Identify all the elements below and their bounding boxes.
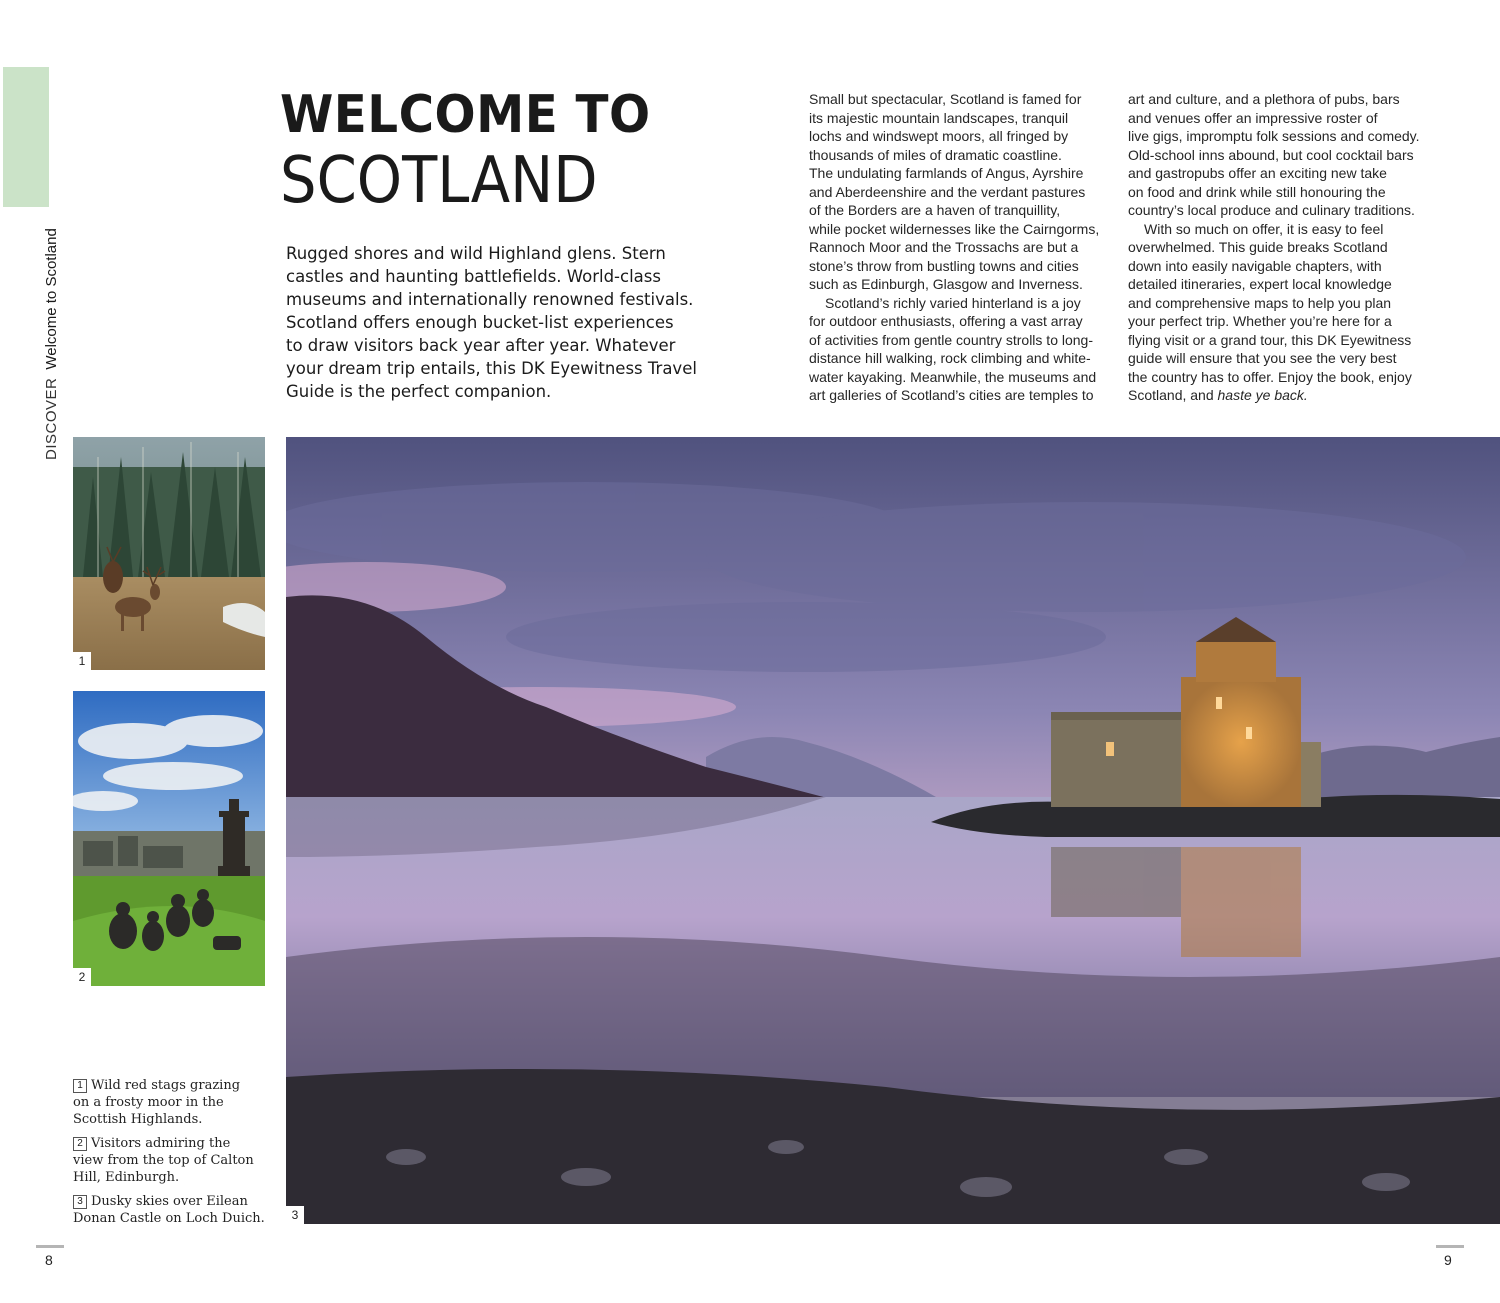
section-tab	[3, 67, 49, 207]
caption-line: Hill, Edinburgh.	[73, 1170, 180, 1185]
page-title-line1: WELCOME TO	[280, 85, 651, 145]
body-line: for outdoor enthusiasts, offering a vast array	[809, 313, 1083, 329]
body-line: such as Edinburgh, Glasgow and Inverness.	[809, 276, 1083, 292]
intro-line: castles and haunting battlefields. World-class	[286, 267, 661, 286]
body-column-1	[809, 90, 1109, 405]
closing-phrase: haste ye back.	[1217, 387, 1308, 403]
body-line: Old-school inns abound, but cool cocktail bars	[1128, 146, 1414, 163]
intro-line: Scotland offers enough bucket-list experiences	[286, 313, 674, 332]
caption-number: 2	[73, 1137, 87, 1151]
body-line: down into easily navigable chapters, with	[1128, 257, 1382, 274]
intro-line: Rugged shores and wild Highland glens. Stern	[286, 244, 666, 263]
body-line	[1128, 386, 1428, 405]
page-number-right: 9	[1444, 1252, 1452, 1268]
body-line: and venues offer an impressive roster of	[1128, 109, 1378, 126]
body-line: water kayaking. Meanwhile, the museums and	[809, 368, 1097, 385]
section-label: DISCOVER	[43, 377, 60, 460]
body-line: With so much on offer, it is easy to feel	[1144, 220, 1384, 237]
page-number-left: 8	[45, 1252, 53, 1268]
caption-number: 3	[73, 1195, 87, 1209]
intro-line: to draw visitors back year after year. Whatever	[286, 336, 676, 355]
caption-3	[73, 1193, 273, 1227]
body-line: and gastropubs offer an exciting new take	[1128, 165, 1387, 181]
photo-number: 3	[286, 1206, 304, 1224]
caption-1	[73, 1077, 273, 1128]
body-line: of the Borders are a haven of tranquillity,	[809, 202, 1061, 218]
stags-illustration	[73, 437, 265, 670]
body-line: art galleries of Scotland’s cities are temples to	[809, 387, 1094, 403]
page-title-line2: SCOTLAND	[280, 144, 598, 218]
caption-line: Visitors admiring the	[91, 1136, 231, 1151]
body-line: and Aberdeenshire and the verdant pastures	[809, 183, 1086, 200]
caption-number: 1	[73, 1079, 87, 1093]
body-line: Scotland’s richly varied hinterland is a joy	[825, 294, 1081, 311]
body-line: stone’s throw from bustling towns and cities	[809, 257, 1079, 274]
caption-line: view from the top of Calton	[73, 1153, 254, 1168]
folio-rule-left	[36, 1245, 64, 1248]
body-line: country’s local produce and culinary traditions.	[1128, 202, 1415, 218]
body-line: and comprehensive maps to help you plan	[1128, 294, 1392, 311]
photo-red-stags	[73, 437, 265, 670]
body-line: overwhelmed. This guide breaks Scotland	[1128, 239, 1388, 255]
body-line: lochs and windswept moors, all fringed by	[809, 128, 1069, 144]
running-header	[43, 228, 60, 460]
intro-paragraph	[286, 242, 706, 403]
body-line: its majestic mountain landscapes, tranquil	[809, 109, 1069, 126]
body-line: The undulating farmlands of Angus, Ayrshire	[809, 165, 1084, 181]
body-column-2	[1128, 90, 1428, 405]
body-line: art and culture, and a plethora of pubs, bars	[1128, 91, 1400, 107]
caption-2	[73, 1135, 273, 1186]
chapter-title: Welcome to Scotland	[43, 228, 60, 370]
caption-line: on a frosty moor in the	[73, 1095, 224, 1110]
body-line: detailed itineraries, expert local knowledge	[1128, 276, 1392, 292]
body-line: Small but spectacular, Scotland is famed for	[809, 91, 1082, 107]
body-text: Scotland, and	[1128, 387, 1218, 403]
photo-number: 2	[73, 968, 91, 986]
photo-eilean-donan	[286, 437, 1500, 1224]
body-line: on food and drink while still honouring the	[1128, 183, 1386, 200]
photo-calton-hill	[73, 691, 265, 986]
folio-rule-right	[1436, 1245, 1464, 1248]
caption-line: Donan Castle on Loch Duich.	[73, 1211, 265, 1226]
body-line: flying visit or a grand tour, this DK Eyewitness	[1128, 331, 1412, 348]
body-line: the country has to offer. Enjoy the book, enjoy	[1128, 368, 1412, 385]
photo-captions	[73, 1077, 273, 1234]
castle-illustration	[286, 437, 1500, 1224]
body-line: your perfect trip. Whether you’re here for a	[1128, 313, 1392, 329]
body-line: while pocket wildernesses like the Cairngorms,	[809, 220, 1100, 237]
body-line: guide will ensure that you see the very best	[1128, 350, 1397, 366]
caption-line: Wild red stags grazing	[91, 1078, 241, 1093]
calton-hill-illustration	[73, 691, 265, 986]
intro-line: Guide is the perfect companion.	[286, 382, 552, 401]
body-line: thousands of miles of dramatic coastline.	[809, 146, 1062, 163]
body-line: distance hill walking, rock climbing and white-	[809, 350, 1091, 366]
body-line: of activities from gentle country strolls to long-	[809, 331, 1094, 348]
intro-line: your dream trip entails, this DK Eyewitness Travel	[286, 359, 697, 378]
body-line: live gigs, impromptu folk sessions and comedy.	[1128, 128, 1420, 144]
intro-line: museums and internationally renowned festivals.	[286, 290, 694, 309]
body-line: Rannoch Moor and the Trossachs are but a	[809, 239, 1079, 255]
photo-number: 1	[73, 652, 91, 670]
caption-line: Scottish Highlands.	[73, 1112, 203, 1127]
caption-line: Dusky skies over Eilean	[91, 1194, 248, 1209]
